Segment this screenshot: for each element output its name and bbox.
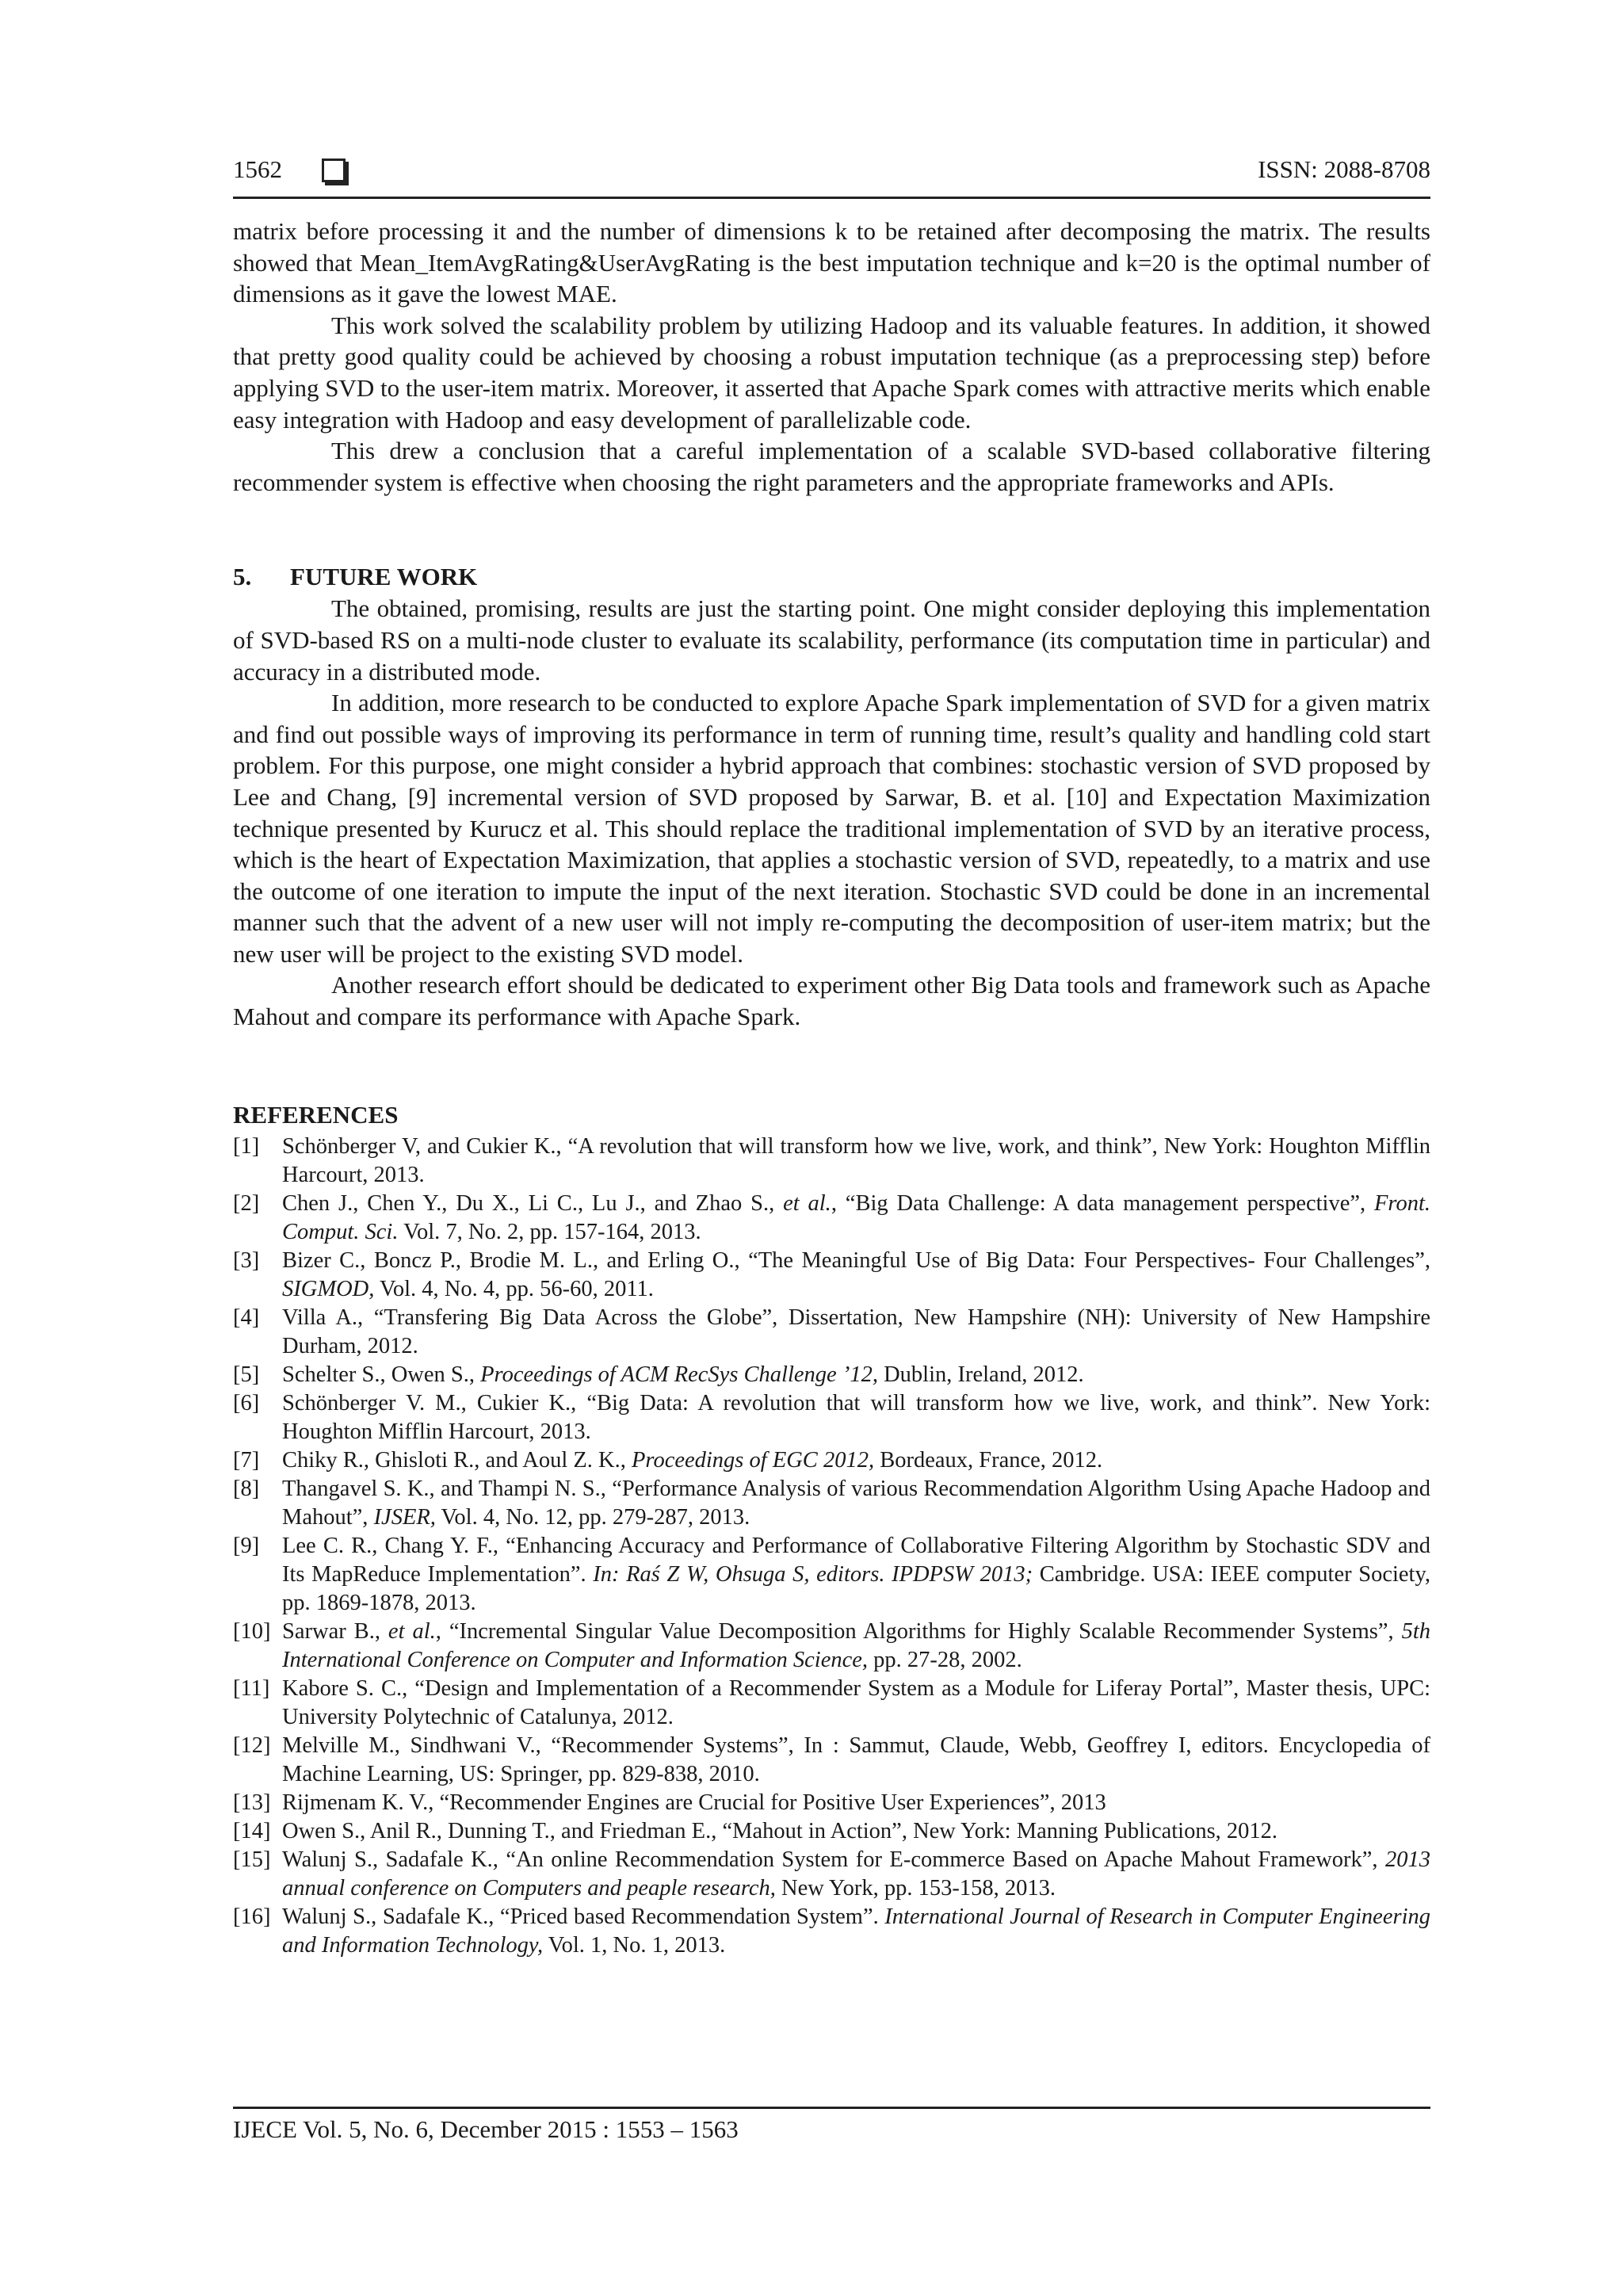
reference-italic-text: In: Raś Z W, Ohsuga S, editors. IPDPSW 2013; — [593, 1561, 1033, 1587]
reference-text-part: Chiky R., Ghisloti R., and Aoul Z. K., — [282, 1447, 632, 1473]
reference-number: [15] — [233, 1847, 271, 1872]
reference-text-part: , “Big Data Challenge: A data management perspective”, — [831, 1190, 1374, 1216]
reference-number: [16] — [233, 1904, 271, 1929]
reference-italic-text: Proceedings of ACM RecSys Challenge ’12, — [480, 1362, 878, 1387]
reference-number: [6] — [233, 1390, 260, 1415]
reference-text-part: Kabore S. C., “Design and Implementation of a Recommender System as a Module for Liferay Portal”, Master thesis, UPC: University Polytechnic of Catalunya, 2012. — [282, 1675, 1430, 1729]
reference-text-part: Chen J., Chen Y., Du X., Li C., Lu J., and Zhao S., — [282, 1190, 784, 1216]
reference-number: [9] — [233, 1533, 260, 1558]
reference-list — [233, 1133, 1430, 1960]
reference-italic-text: International Journal of Research in Computer Engineering and Information Technology, — [282, 1904, 1430, 1958]
page-header — [233, 152, 1430, 199]
reference-italic-text: Front. Comput. Sci. — [282, 1190, 1430, 1244]
reference-text — [282, 1790, 1106, 1815]
reference-italic-text: et al. — [388, 1618, 436, 1644]
reference-text — [282, 1733, 1430, 1786]
reference-item — [233, 1675, 1430, 1732]
reference-item — [233, 1247, 1430, 1304]
reference-item — [233, 1190, 1430, 1247]
reference-text — [282, 1362, 1084, 1387]
reference-text — [282, 1819, 1277, 1843]
reference-text — [282, 1248, 1430, 1301]
reference-text — [282, 1619, 1430, 1672]
paragraph: In addition, more research to be conducted to explore Apache Spark implementation of SVD for a given matrix and find out possible ways of improving its performance in term of running time, result’s quality and handling cold start problem. For this purpose, one might consider a hybrid approach that combines: stochastic version of SVD proposed by Lee and Chang, [9] incremental version of SVD proposed by Sarwar, B. et al. [10] and Expectation Maximization technique presented by Kurucz et al. This should replace the traditional implementation of SVD by an iterative process, which is the heart of Expectation Maximization, that applies a stochastic version of SVD, repeatedly, to a matrix and use the outcome of one iteration to impute the input of the next iteration. Stochastic SVD could be done in an incremental manner such that the advent of a new user will not imply re-computing the decomposition of user-item matrix; but the new user will be project to the existing SVD model. — [233, 689, 1430, 968]
reference-text-part: Schönberger V, and Cukier K., “A revolution that will transform how we live, work, and think”, New York: Houghton Mifflin Harcourt, 2013. — [282, 1133, 1430, 1187]
reference-text — [282, 1534, 1430, 1615]
reference-text-part: Thangavel S. K., and Thampi N. S., “Performance Analysis of various Recommendation Algorithm Using Apache Hadoop and Mahout”, — [282, 1476, 1430, 1530]
reference-item — [233, 1846, 1430, 1903]
reference-text-part: Dublin, Ireland, 2012. — [877, 1362, 1084, 1387]
reference-item — [233, 1532, 1430, 1618]
reference-item — [233, 1133, 1430, 1190]
reference-text-part: Walunj S., Sadafale K., “An online Recommendation System for E-commerce Based on Apache Mahout Framework”, — [282, 1847, 1385, 1872]
reference-text — [282, 1477, 1430, 1530]
reference-item — [233, 1475, 1430, 1532]
reference-number: [3] — [233, 1247, 260, 1273]
reference-italic-text: SIGMOD, — [282, 1276, 375, 1301]
reference-text — [282, 1305, 1430, 1358]
paragraph: The obtained, promising, results are just the starting point. One might consider deploying this implementation of SVD-based RS on a multi-node cluster to evaluate its scalability, performance (its computation time in particular) and accuracy in a distributed mode. — [233, 594, 1430, 686]
reference-text-part: Bordeaux, France, 2012. — [874, 1447, 1103, 1473]
reference-text-part: Rijmenam K. V., “Recommender Engines are Crucial for Positive User Experiences”, 2013 — [282, 1790, 1106, 1815]
paragraph: Another research effort should be dedicated to experiment other Big Data tools and framework such as Apache Mahout and compare its performance with Apache Spark. — [233, 971, 1430, 1031]
reference-text-part: Bizer C., Boncz P., Brodie M. L., and Erling O., “The Meaningful Use of Big Data: Four Perspectives- Four Challenges”, — [282, 1247, 1430, 1273]
reference-text-part: Vol. 4, No. 12, pp. 279-287, 2013. — [435, 1504, 750, 1530]
reference-text — [282, 1134, 1430, 1187]
reference-text-part: New York, pp. 153-158, 2013. — [775, 1875, 1056, 1901]
section-heading — [233, 561, 1430, 593]
reference-text — [282, 1448, 1102, 1473]
reference-text-part: Schönberger V. M., Cukier K., “Big Data: A revolution that will transform how we live, work, and think”. New York: Houghton Mifflin Harcourt, 2013. — [282, 1390, 1430, 1444]
reference-number: [12] — [233, 1733, 271, 1758]
journal-citation: IJECE Vol. 5, No. 6, December 2015 : 1553 – 1563 — [233, 2115, 739, 2143]
reference-number: [10] — [233, 1618, 271, 1644]
reference-number: [14] — [233, 1818, 271, 1843]
paragraph: This work solved the scalability problem by utilizing Hadoop and its valuable features. In addition, it showed that pretty good quality could be achieved by choosing a robust imputation technique (as a preprocessing step) before applying SVD to the user-item matrix. Moreover, it asserted that Apache Spark comes with attractive merits which enable easy integration with Hadoop and easy development of parallelizable code. — [233, 311, 1430, 434]
section-number: 5. — [233, 563, 252, 591]
reference-text-part: , “Incremental Singular Value Decomposition Algorithms for Highly Scalable Recommender Systems”, — [435, 1618, 1402, 1644]
reference-text — [282, 1904, 1430, 1958]
reference-text-part: Melville M., Sindhwani V., “Recommender Systems”, In : Sammut, Claude, Webb, Geoffrey I, editors. Encyclopedia of Machine Learning, US: Springer, pp. 829-838, 2010. — [282, 1733, 1430, 1786]
page-footer — [233, 2107, 1430, 2144]
reference-text-part: Vol. 1, No. 1, 2013. — [543, 1932, 726, 1958]
reference-text-part: Walunj S., Sadafale K., “Priced based Recommendation System”. — [282, 1904, 885, 1929]
body-text — [233, 216, 1430, 1960]
reference-item — [233, 1903, 1430, 1960]
reference-item — [233, 1304, 1430, 1361]
reference-text — [282, 1391, 1430, 1444]
issn-label: ISSN: 2088-8708 — [1258, 155, 1430, 183]
reference-item — [233, 1446, 1430, 1475]
paragraph: This drew a conclusion that a careful implementation of a scalable SVD-based collaborative filtering recommender system is effective when choosing the right parameters and the appropriate frameworks and APIs. — [233, 437, 1430, 496]
reference-italic-text: et al. — [783, 1190, 831, 1216]
reference-number: [8] — [233, 1476, 260, 1501]
reference-italic-text: 5th International Conference on Computer and Information Science, — [282, 1618, 1430, 1672]
reference-text-part: Schelter S., Owen S., — [282, 1362, 481, 1387]
reference-number: [11] — [233, 1675, 270, 1701]
reference-text-part: Cambridge. USA: IEEE computer Society, pp. 1869-1878, 2013. — [282, 1561, 1430, 1615]
section-title: FUTURE WORK — [290, 563, 478, 591]
reference-italic-text: IJSER, — [373, 1504, 436, 1530]
reference-text-part: Vol. 7, No. 2, pp. 157-164, 2013. — [398, 1219, 701, 1244]
reference-number: [5] — [233, 1362, 260, 1387]
page-number: 1562 — [233, 155, 282, 183]
reference-text — [282, 1676, 1430, 1729]
square-bullet-icon — [322, 159, 346, 182]
reference-number: [7] — [233, 1447, 260, 1473]
reference-item — [233, 1389, 1430, 1446]
reference-text-part: Villa A., “Transfering Big Data Across the Globe”, Dissertation, New Hampshire (NH): University of New Hampshire Durham, 2012. — [282, 1305, 1430, 1358]
reference-item — [233, 1789, 1430, 1817]
reference-text-part: Lee C. R., Chang Y. F., “Enhancing Accuracy and Performance of Collaborative Filtering Algorithm by Stochastic SDV and Its MapReduce Implementation”. — [282, 1533, 1430, 1587]
reference-number: [13] — [233, 1790, 271, 1815]
reference-italic-text: Proceedings of EGC 2012, — [632, 1447, 875, 1473]
reference-number: [4] — [233, 1305, 260, 1330]
reference-text-part: pp. 27-28, 2002. — [868, 1647, 1022, 1672]
references-heading: REFERENCES — [233, 1100, 399, 1129]
reference-item — [233, 1817, 1430, 1846]
reference-text — [282, 1847, 1430, 1901]
reference-italic-text: 2013 annual conference on Computers and peaple research, — [282, 1847, 1430, 1901]
reference-text-part: Owen S., Anil R., Dunning T., and Friedman E., “Mahout in Action”, New York: Manning Publications, 2012. — [282, 1818, 1278, 1843]
reference-number: [2] — [233, 1190, 260, 1216]
reference-number: [1] — [233, 1133, 260, 1159]
paragraph: matrix before processing it and the number of dimensions k to be retained after decomposing the matrix. The results showed that Mean_ItemAvgRating&UserAvgRating is the best imputation technique and k=20 is the optimal number of dimensions as it gave the lowest MAE. — [233, 217, 1430, 308]
reference-text — [282, 1191, 1430, 1244]
reference-item — [233, 1361, 1430, 1389]
reference-item — [233, 1618, 1430, 1675]
reference-text-part: Sarwar B., — [282, 1618, 388, 1644]
reference-text-part: Vol. 4, No. 4, pp. 56-60, 2011. — [374, 1276, 654, 1301]
reference-item — [233, 1732, 1430, 1789]
